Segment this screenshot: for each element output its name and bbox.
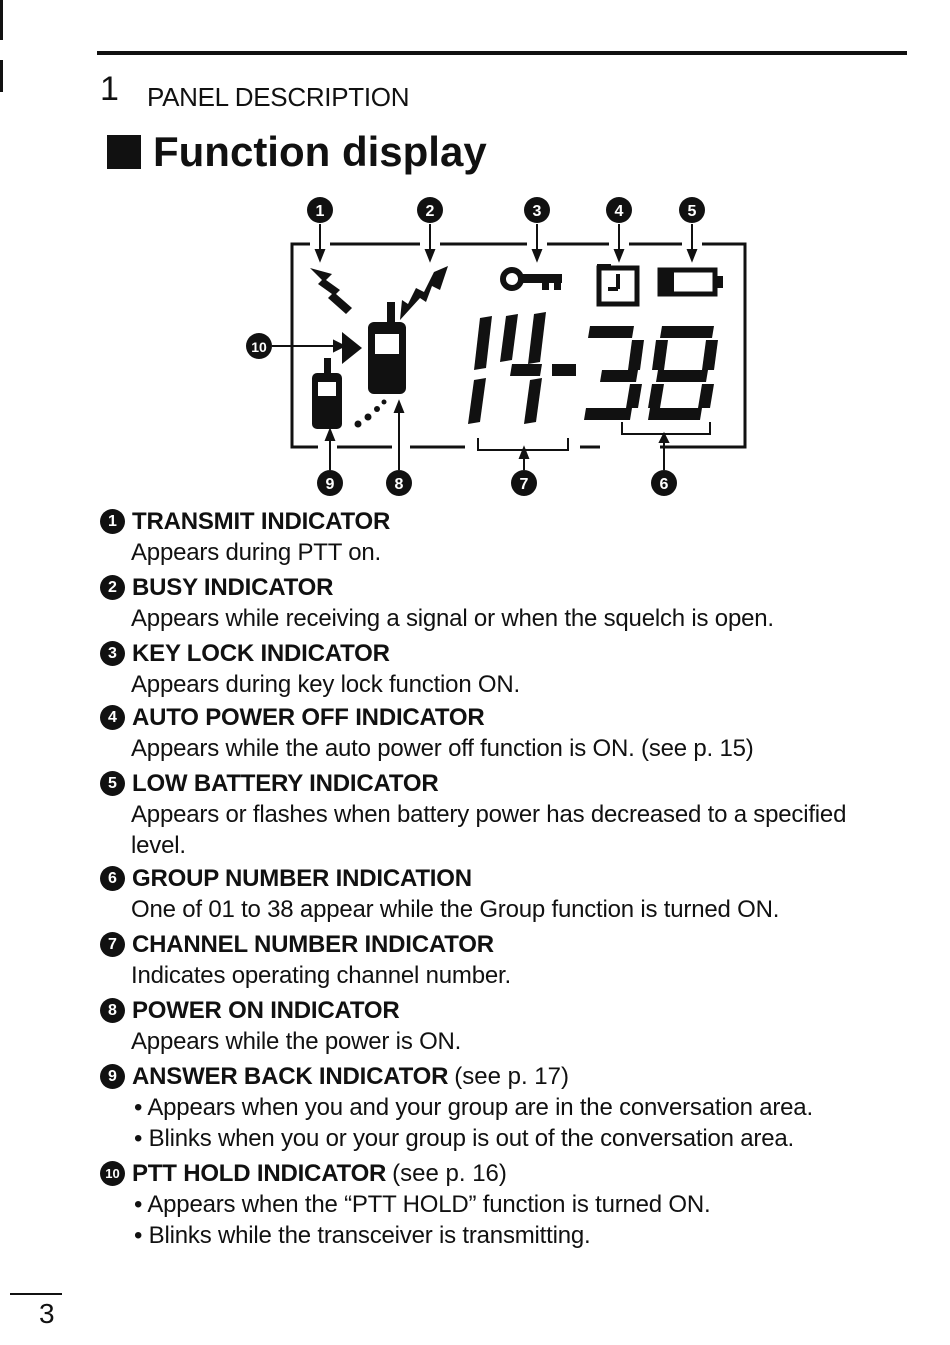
margin-mark — [0, 0, 3, 40]
number-badge: 10 — [100, 1161, 125, 1186]
item-page-ref: (see p. 17) — [454, 1062, 569, 1090]
callout-1 — [307, 197, 333, 223]
callout-2 — [417, 197, 443, 223]
item-bullet: • Appears when you and your group are in the conversation area. — [134, 1094, 813, 1121]
callout-9 — [317, 470, 343, 496]
transmit-icon — [310, 268, 352, 314]
item-label: GROUP NUMBER INDICATION — [132, 864, 472, 892]
list-item — [100, 1061, 930, 1154]
item-label: TRANSMIT INDICATOR — [132, 507, 391, 535]
item-description: Appears while receiving a signal or when the squelch is open. — [131, 605, 774, 632]
section-square-icon — [107, 135, 141, 169]
item-label: BUSY INDICATOR — [132, 573, 334, 601]
list-item — [100, 506, 930, 568]
svg-text:4: 4 — [614, 203, 624, 220]
section-title-text: Function display — [153, 128, 487, 175]
svg-text:10: 10 — [251, 339, 267, 355]
item-description: Appears or flashes when battery power has decreased to a specified — [131, 801, 847, 828]
item-description: Appears during key lock function ON. — [131, 671, 520, 698]
number-badge: 2 — [100, 575, 125, 600]
item-label: KEY LOCK INDICATOR — [132, 639, 390, 667]
list-item — [100, 863, 930, 925]
item-description: Indicates operating channel number. — [131, 962, 511, 989]
auto-power-off-icon — [597, 264, 637, 304]
callout-7 — [511, 470, 537, 496]
callout-4 — [606, 197, 632, 223]
channel-number-digits — [468, 312, 546, 424]
display-dash — [552, 364, 576, 376]
item-label: PTT HOLD INDICATOR — [132, 1159, 387, 1187]
number-badge: 9 — [100, 1064, 125, 1089]
svg-text:3: 3 — [532, 203, 542, 220]
top-rule — [97, 51, 907, 55]
item-description: Appears during PTT on. — [131, 539, 381, 566]
item-description: level. — [131, 832, 186, 859]
list-item — [100, 638, 930, 700]
number-badge: 7 — [100, 932, 125, 957]
list-item — [100, 995, 930, 1057]
svg-text:6: 6 — [659, 476, 669, 493]
item-label: AUTO POWER OFF INDICATOR — [132, 703, 485, 731]
svg-text:9: 9 — [325, 476, 335, 493]
number-badge: 8 — [100, 998, 125, 1023]
item-bullet: • Appears when the “PTT HOLD” function is turned ON. — [134, 1191, 711, 1218]
number-badge: 6 — [100, 866, 125, 891]
item-label: POWER ON INDICATOR — [132, 996, 400, 1024]
number-badge: 4 — [100, 705, 125, 730]
svg-text:7: 7 — [519, 476, 529, 493]
top-arrows — [316, 224, 696, 260]
item-label: LOW BATTERY INDICATOR — [132, 769, 439, 797]
page-number-rule — [10, 1293, 62, 1295]
busy-icon — [400, 266, 448, 320]
item-label: ANSWER BACK INDICATOR — [132, 1062, 449, 1090]
item-description: Appears while the auto power off function is ON. (see p. 15) — [131, 735, 754, 762]
section-title — [107, 128, 487, 176]
list-item — [100, 768, 930, 861]
item-label: CHANNEL NUMBER INDICATOR — [132, 930, 494, 958]
callout-5 — [679, 197, 705, 223]
svg-text:5: 5 — [687, 203, 697, 220]
list-item — [100, 929, 930, 991]
svg-text:1: 1 — [315, 203, 325, 220]
margin-mark — [0, 60, 3, 92]
item-page-ref: (see p. 16) — [392, 1159, 507, 1187]
function-display-diagram — [240, 190, 760, 505]
key-lock-icon — [503, 270, 562, 290]
callout-10-arrow — [272, 341, 344, 351]
power-on-icon — [368, 302, 406, 394]
callout-3 — [524, 197, 550, 223]
item-description: One of 01 to 38 appear while the Group function is turned ON. — [131, 896, 780, 923]
list-item — [100, 1158, 930, 1251]
svg-text:8: 8 — [394, 476, 404, 493]
list-item — [100, 702, 930, 764]
indicator-list — [100, 506, 930, 1251]
item-bullet: • Blinks while the transceiver is transmitting. — [134, 1222, 591, 1249]
page-number: 3 — [39, 1298, 55, 1329]
number-badge: 5 — [100, 771, 125, 796]
callout-6 — [651, 470, 677, 496]
callout-8 — [386, 470, 412, 496]
number-badge: 3 — [100, 641, 125, 666]
svg-text:2: 2 — [425, 203, 435, 220]
number-badge: 1 — [100, 509, 125, 534]
low-battery-icon — [660, 270, 723, 294]
callout-10 — [246, 333, 272, 359]
group-number-digits — [584, 326, 718, 420]
list-item — [100, 572, 930, 634]
chapter-title: PANEL DESCRIPTION — [147, 82, 410, 112]
chapter-number: 1 — [100, 70, 119, 108]
item-description: Appears while the power is ON. — [131, 1028, 462, 1055]
ptt-hold-icon — [342, 332, 362, 364]
item-bullet: • Blinks when you or your group is out of the conversation area. — [134, 1125, 794, 1152]
